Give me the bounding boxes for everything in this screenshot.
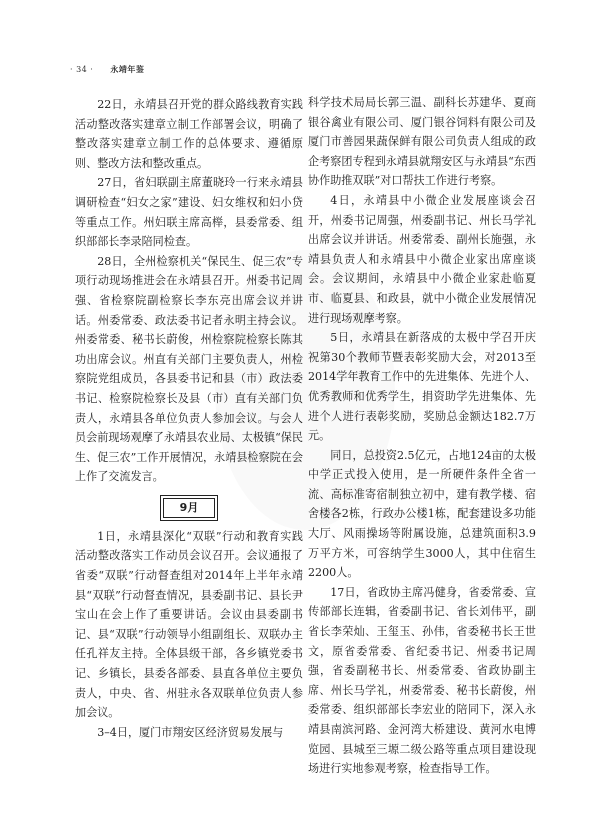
paragraph: 4日，永靖县中小微企业发展座谈会召开，州委书记周强，州委副书记、州长马学礼出席会议并讲话。州委常委、副州长施强，永靖县负责人和永靖县中小微企业家出席座谈会。会议期间，永靖县中小微企业家赴临夏市、临夏县、和政县，就中小微企业发展情况进行现场观摩考察。 (308, 193, 536, 325)
paragraph: 5日，永靖县在新落成的太极中学召开庆祝第30个教师节暨表彰奖励大会，对2013至2014学年教育工作中的先进集体、先进个人、优秀教师和优秀学生，捐资助学先进集体、先进个人进行表彰奖励，奖励总金额达182.7万元。 (308, 331, 536, 443)
month-heading-box (160, 495, 218, 521)
paragraph: 28日，全州检察机关“保民生、促三农”专项行动现场推进会在永靖县召开。州委书记周强、省检察院副检察长李东亮出席会议并讲话。州委常委、政法委书记者永明主持会议。州委常委、秘书长蔚俊，州检察院检察长陈其功出席会议。州直有关部门主要负责人，州检察院党组成员，各县委书记和县（市）政法委书记、检察院检察长及县（市）直有关部门负责人，永靖县各单位负责人参加会议。与会人员会前现场观摩了永靖县农业局、太极镇“保民生、促三农”工作开展情况，永靖县检察院在会上作了交流发言。 (75, 254, 303, 484)
paragraph: 1日，永靖县深化“双联”行动和教育实践活动整改落实工作动员会议召开。会议通报了省委“双联”行动督查组对2014年上半年永靖县“双联”行动督查情况，县委副书记、县长尹宝山在会上作了重要讲话。会议由县委副书记、县“双联”行动领导小组副组长、双联办主任孔祥友主持。全体县级干部，各乡镇党委书记、乡镇长，县委各部委、县直各单位主要负责人，中央、省、州驻永各双联单位负责人参加会议。 (75, 529, 303, 720)
month-heading: 9月 (163, 498, 215, 518)
left-column (75, 95, 303, 742)
paragraph: 27日，省妇联副主席董晓玲一行来永靖县调研检查“妇女之家”建设、妇女维权和妇小贷等重点工作。州妇联主席高榉，县委常委、组织部部长李录陪同检查。 (75, 176, 303, 249)
paragraph: 17日，省政协主席冯健身，省委常委、宣传部部长连辑，省委副书记、省长刘伟平，副省长李荣灿、王玺玉、孙伟，省委秘书长王世文，原省委常委、省纪委书记、州委书记周强，省委副秘书长、州委常委、省政协副主席、州长马学礼，州委常委、秘书长蔚俊，州委常委、组织部部长李宏业的陪同下，深入永靖县南滨河路、金河湾大桥建设、黄河水电博览园、县城至三塬二级公路等重点项目建设现场进行实地参观考察，检查指导工作。 (308, 585, 536, 776)
page-header (70, 64, 144, 75)
paragraph: 3–4日，厦门市翔安区经济贸易发展与 (97, 725, 284, 739)
right-column (308, 93, 536, 779)
paragraph-continuation: 科学技术局局长郭三温、副科长苏建华、夏商银谷禽业有限公司、厦门银谷饲料有限公司及厦门市善园果蔬保鲜有限公司负责人组成的政企考察团专程到永靖县就翔安区与永靖县“东西协作助推双联”对口帮扶工作进行考察。 (308, 96, 536, 188)
page-number: · 34 · (70, 65, 94, 74)
book-title: 永靖年鉴 (110, 64, 145, 74)
paragraph: 同日，总投资2.5亿元，占地124亩的太极中学正式投入使用，是一所硬件条件全省一流、高标准寄宿制独立初中，建有教学楼、宿舍楼各2栋，行政办公楼1栋，配套建设多功能大厅、风雨操场等附属设施，总建筑面积3.9万平方米，可容纳学生3000人，其中住宿生2200人。 (308, 448, 536, 580)
paragraph: 22日，永靖县召开党的群众路线教育实践活动整改落实建章立制工作部署会议，明确了整改落实建章立制工作的总体要求、遵循原则、整改方法和整改重点。 (75, 98, 303, 170)
